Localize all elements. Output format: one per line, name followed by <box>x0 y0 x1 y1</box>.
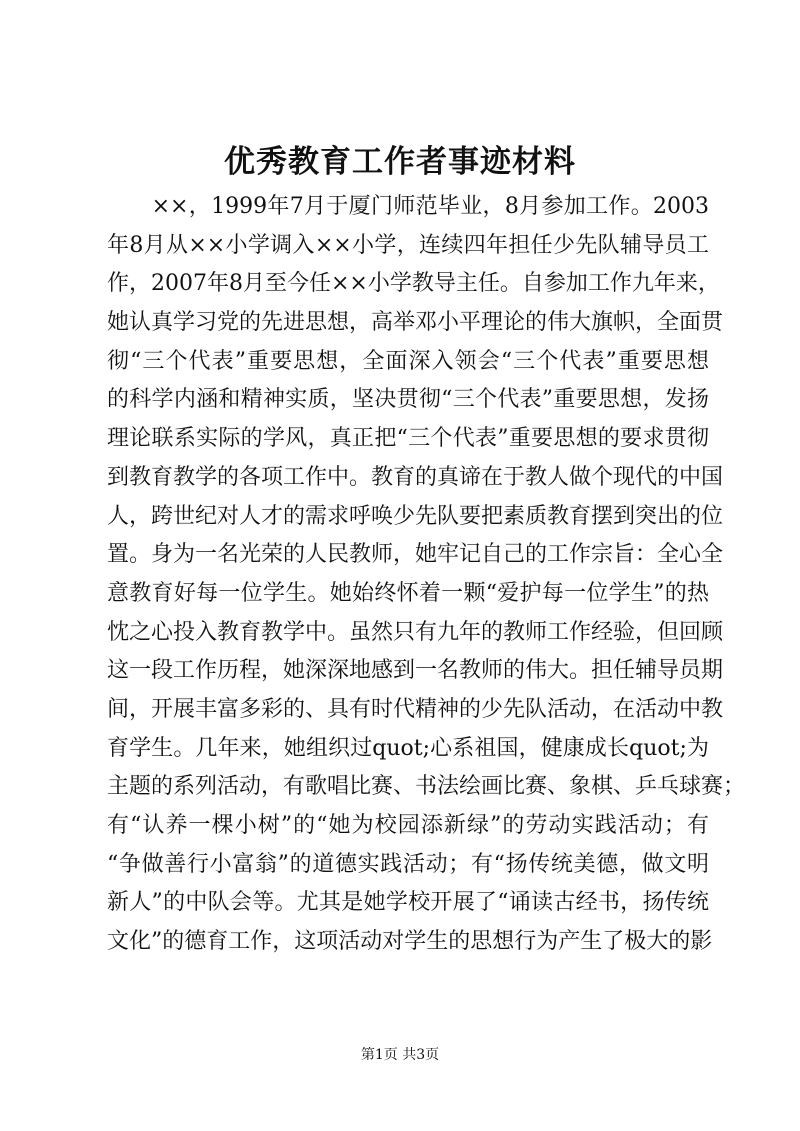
body-line: 作，2007年8月至今任××小学教导主任。自参加工作九年来， <box>107 271 720 297</box>
body-line: 的科学内涵和精神实质，坚决贯彻“三个代表”重要思想，发扬 <box>107 387 709 413</box>
body-line: 理论联系实际的学风，真正把“三个代表”重要思想的要求贯彻 <box>107 426 709 452</box>
body-line: 年8月从××小学调入××小学，连续四年担任少先队辅导员工 <box>107 232 709 258</box>
body-line: 育学生。几年来，她组织过quot;心系祖国，健康成长quot;为 <box>107 735 709 761</box>
body-line: ××，1999年7月于厦门师范毕业，8月参加工作。2003 <box>107 194 709 219</box>
body-line: 置。身为一名光荣的人民教师，她牢记自己的工作宗旨：全心全 <box>107 542 724 568</box>
body-line: 人，跨世纪对人才的需求呼唤少先队要把素质教育摆到突出的位 <box>107 503 724 529</box>
body-line: 主题的系列活动，有歌唱比赛、书法绘画比赛、象棋、乒乓球赛； <box>107 774 746 800</box>
page-number: 第1页 共3页 <box>360 1047 440 1063</box>
body-line: 意教育好每一位学生。她始终怀着一颗“爱护每一位学生”的热 <box>107 580 709 606</box>
body-line: 彻“三个代表”重要思想，全面深入领会“三个代表”重要思想 <box>107 348 709 374</box>
body-line: 有“认养一棵小树”的“她为校园添新绿”的劳动实践活动；有 <box>107 813 709 838</box>
body-line: 到教育教学的各项工作中。教育的真谛在于教人做个现代的中国 <box>107 464 724 490</box>
body-line: 忱之心投入教育教学中。虽然只有九年的教师工作经验，但回顾 <box>107 619 724 645</box>
body-line: 间，开展丰富多彩的、具有时代精神的少先队活动，在活动中教 <box>107 696 724 722</box>
document-body <box>107 188 746 962</box>
body-line: 文化”的德育工作，这项活动对学生的思想行为产生了极大的影 <box>107 929 713 955</box>
document-title: 优秀教育工作者事迹材料 <box>224 144 576 180</box>
body-line: “争做善行小富翁”的道德实践活动；有“扬传统美德，做文明 <box>107 851 709 877</box>
body-line: 她认真学习党的先进思想，高举邓小平理论的伟大旗帜，全面贯 <box>107 310 724 336</box>
body-line: 这一段工作历程，她深深地感到一名教师的伟大。担任辅导员期 <box>107 658 724 684</box>
body-line: 新人”的中队会等。尤其是她学校开展了“诵读古经书，扬传统 <box>107 890 709 916</box>
